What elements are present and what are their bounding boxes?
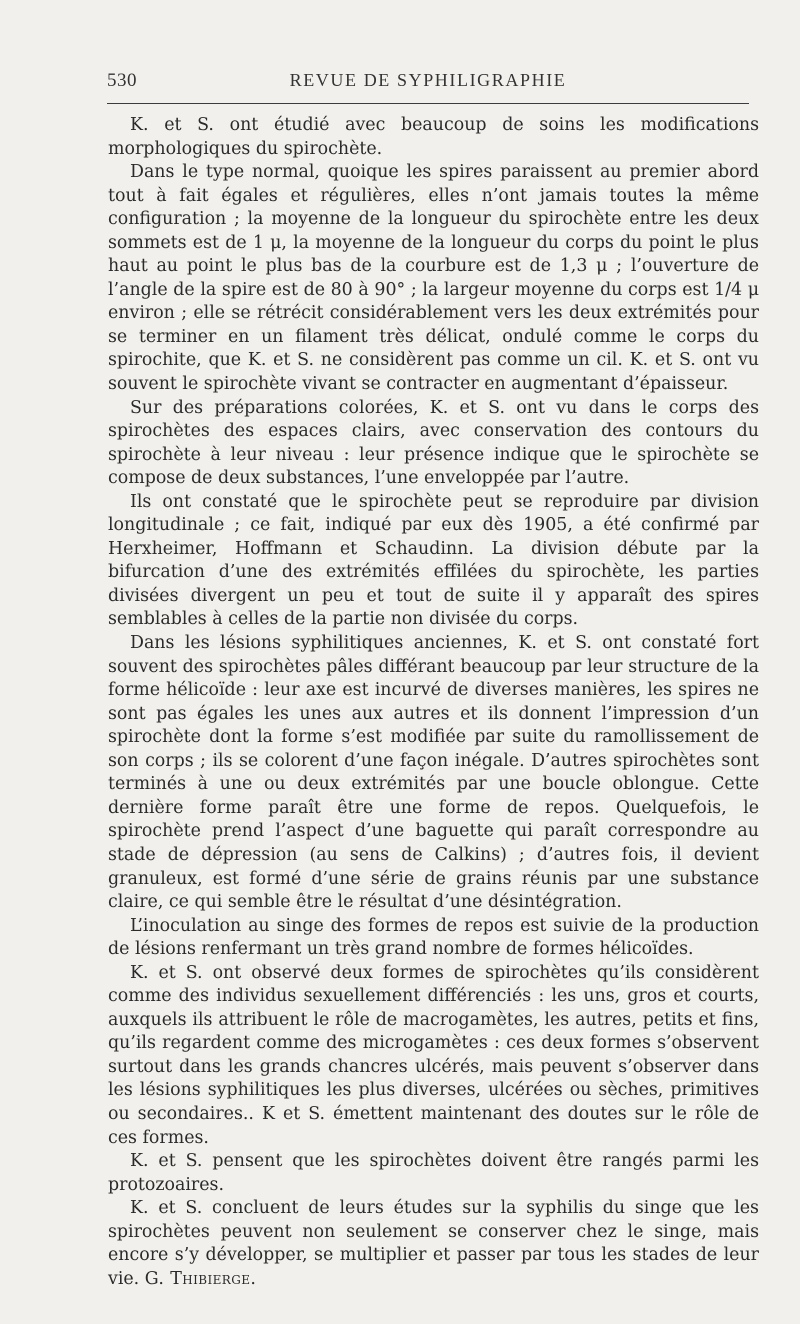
article-body bbox=[108, 114, 759, 1291]
paragraph: L’inoculation au singe des formes de repos est suivie de la production de lésions renfermant un très grand nombre de formes hélicoïdes. bbox=[108, 915, 759, 960]
paragraph: Dans les lésions syphilitiques anciennes, K. et S. ont constaté fort souvent des spirochètes pâles différant beaucoup par leur structure de la forme hélicoïde : leur axe est incurvé de diverses manières, les spires ne sont pas égales les unes aux autres et ils donnent l’impression d’un spirochète dont la forme s’est modifiée par suite du ramollissement de son corps ; ils se colorent d’une façon inégale. D’autres spirochètes sont terminés à une ou deux extrémités par une boucle oblongue. Cette dernière forme paraît être une forme de repos. Quelquefois, le spirochète prend l’aspect d’une baguette qui paraît correspondre au stade de dépression (au sens de Calkins) ; d’autres fois, il devient granuleux, est formé d’une série de grains réunis par une substance claire, ce qui semble être le résultat d’une désintégration. bbox=[108, 633, 759, 913]
paragraph: Dans le type normal, quoique les spires paraissent au premier abord tout à fait égales et régulières, elles n’ont jamais toutes la même configuration ; la moyenne de la longueur du spirochète entre les deux sommets est de 1 μ, la moyenne de la longueur du corps du point le plus haut au point le plus bas de la courbure est de 1,3 μ ; l’ouverture de l’angle de la spire est de 80 à 90° ; la largeur moyenne du corps est 1/4 μ environ ; elle se rétrécit considérablement vers les deux extrémités pour se terminer en un filament très délicat, ondulé comme le corps du spirochite, que K. et S. ne considèrent pas comme un cil. K. et S. ont vu souvent le spirochète vivant se contracter en augmentant d’épaisseur. bbox=[108, 162, 759, 395]
paragraph: K. et S. ont observé deux formes de spirochètes qu’ils considèrent comme des individus sexuellement différenciés : les uns, gros et courts, auxquels ils attribuent le rôle de macrogamètes, les autres, petits et fins, qu’ils regardent comme des microgamètes : ces deux formes s’observent surtout dans les grands chancres ulcérés, mais peuvent s’observer dans les lésions syphilitiques les plus diverses, ulcérées ou sèches, primitives ou secondaires.. K et S. émettent maintenant des doutes sur le rôle de ces formes. bbox=[108, 962, 759, 1148]
final-paragraph bbox=[108, 1197, 759, 1291]
header-rule bbox=[107, 103, 749, 104]
page-number: 530 bbox=[107, 70, 137, 91]
paragraph: Ils ont constaté que le spirochète peut se reproduire par division longitudinale ; ce fait, indiqué par eux dès 1905, a été confirmé par Herxheimer, Hoffmann et Schaudinn. La division débute par la bifurcation d’une des extrémités effilées du spirochète, les parties divisées divergent un peu et tout de suite il y apparaît des spires semblables à celles de la partie non divisée du corps. bbox=[108, 491, 759, 630]
paragraph-text: K. et S. concluent de leurs études sur la syphilis du singe que les spirochètes peuvent non seulement se conserver chez le singe, mais encore s’y développer, se multiplier et passer par tous les stades de leur vie. bbox=[108, 1198, 759, 1289]
paragraph: Sur des préparations colorées, K. et S. ont vu dans le corps des spirochètes des espaces clairs, avec conservation des contours du spirochète à leur niveau : leur présence indique que le spirochète se compose de deux substances, l’une enveloppée par l’autre. bbox=[108, 397, 759, 489]
author-signature: G. Thibierge. bbox=[144, 1268, 257, 1289]
paragraph: K. et S. pensent que les spirochètes doivent être rangés parmi les protozoaires. bbox=[108, 1151, 759, 1195]
paragraph: K. et S. ont étudié avec beaucoup de soins les modifications morphologiques du spirochète. bbox=[108, 115, 759, 159]
page-header bbox=[107, 70, 749, 96]
running-title: REVUE DE SYPHILIGRAPHIE bbox=[289, 70, 567, 90]
